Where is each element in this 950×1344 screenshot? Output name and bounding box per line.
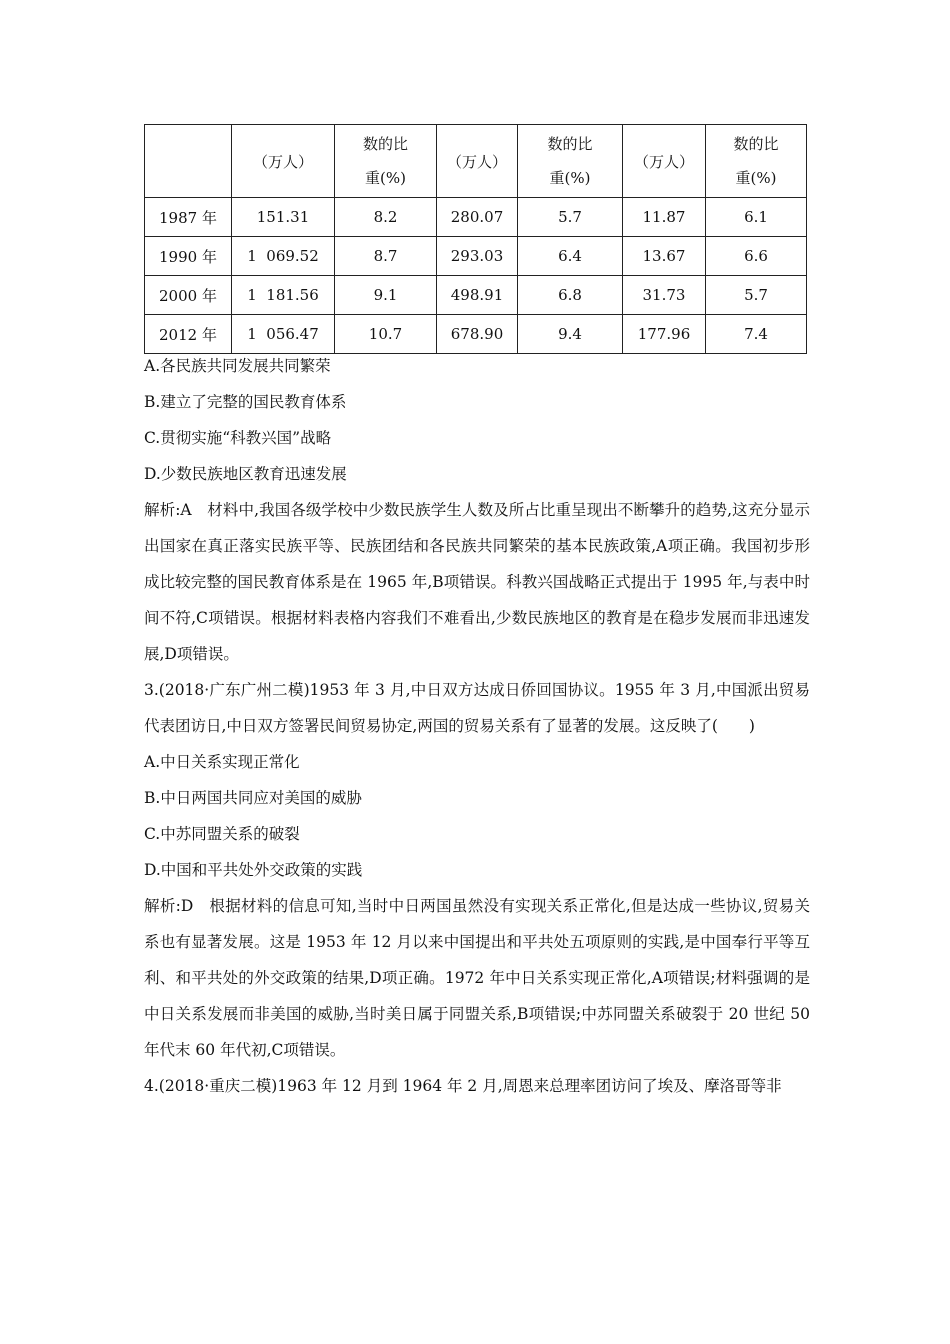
table-cell: 2000 年 <box>145 276 232 315</box>
table-cell: 1 069.52 <box>232 237 335 276</box>
analysis-text: 解析:A 材料中,我国各级学校中少数民族学生人数及所占比重呈现出不断攀升的趋势,这充分显示出国家在真正落实民族平等、民族团结和各民族共同繁荣的基本民族政策,A项正确。我国初步形成比较完整的国民教育体系是在 1965 年,B项错误。科教兴国战略正式提出于 1995 年,与表中时间不符,C项错误。根据材料表格内容我们不难看出,少数民族地区的教育是在稳步发展而非迅速发展,D项错误。 <box>144 501 810 663</box>
table-cell: 2012 年 <box>145 315 232 354</box>
table-row <box>145 198 807 237</box>
table-cell: 5.7 <box>518 198 623 237</box>
header-cell: 数的比 重(%) <box>706 125 807 198</box>
table-cell: 280.07 <box>437 198 518 237</box>
option-b: B.建立了完整的国民教育体系 <box>144 393 347 411</box>
table-cell: 6.4 <box>518 237 623 276</box>
table-cell: 9.1 <box>335 276 437 315</box>
option-d: D.中国和平共处外交政策的实践 <box>144 861 363 879</box>
header-cell: 数的比 重(%) <box>335 125 437 198</box>
option-a: A.各民族共同发展共同繁荣 <box>144 357 331 375</box>
option-a: A.中日关系实现正常化 <box>144 753 300 771</box>
header-cell: （万人） <box>232 125 335 198</box>
table-cell: 1 056.47 <box>232 315 335 354</box>
table-cell: 177.96 <box>623 315 706 354</box>
header-cell: （万人） <box>623 125 706 198</box>
header-cell: （万人） <box>437 125 518 198</box>
analysis-text: 解析:D 根据材料的信息可知,当时中日两国虽然没有实现关系正常化,但是达成一些协议,贸易关系也有显著发展。这是 1953 年 12 月以来中国提出和平共处五项原则的实践,是中国奉行平等互利、和平共处的外交政策的结果,D项正确。1972 年中日关系实现正常化,A项错误;材料强调的是中日关系发展而非美国的威胁,当时美日属于同盟关系,B项错误;中苏同盟关系破裂于 20 世纪 50 年代末 60 年代初,C项错误。 <box>144 897 810 1059</box>
table-cell: 1990 年 <box>145 237 232 276</box>
header-cell: 数的比 重(%) <box>518 125 623 198</box>
option-c: C.中苏同盟关系的破裂 <box>144 825 300 843</box>
table-row <box>145 237 807 276</box>
table-cell: 6.6 <box>706 237 807 276</box>
table-cell: 151.31 <box>232 198 335 237</box>
question-2-body <box>144 348 810 1104</box>
table-cell: 31.73 <box>623 276 706 315</box>
table-cell: 498.91 <box>437 276 518 315</box>
table-cell: 8.2 <box>335 198 437 237</box>
table-cell: 1987 年 <box>145 198 232 237</box>
question-stem: 3.(2018·广东广州二模)1953 年 3 月,中日双方达成日侨回国协议。1955 年 3 月,中国派出贸易代表团访日,中日双方签署民间贸易协定,两国的贸易关系有了显著的发展。这反映了( ) <box>144 681 810 735</box>
option-b: B.中日两国共同应对美国的威胁 <box>144 789 362 807</box>
table-cell: 5.7 <box>706 276 807 315</box>
table-cell: 10.7 <box>335 315 437 354</box>
table-cell: 293.03 <box>437 237 518 276</box>
question-stem: 4.(2018·重庆二模)1963 年 12 月到 1964 年 2 月,周恩来总理率团访问了埃及、摩洛哥等非 <box>144 1077 782 1095</box>
table-cell: 1 181.56 <box>232 276 335 315</box>
student-statistics-table <box>144 124 807 354</box>
table-cell: 8.7 <box>335 237 437 276</box>
table-cell: 678.90 <box>437 315 518 354</box>
option-c: C.贯彻实施“科教兴国”战略 <box>144 429 332 447</box>
table-cell: 9.4 <box>518 315 623 354</box>
table-header-row <box>145 125 807 198</box>
option-d: D.少数民族地区教育迅速发展 <box>144 465 347 483</box>
table-cell: 7.4 <box>706 315 807 354</box>
header-cell <box>145 125 232 198</box>
table-cell: 6.8 <box>518 276 623 315</box>
table-cell: 13.67 <box>623 237 706 276</box>
table-cell: 11.87 <box>623 198 706 237</box>
table-cell: 6.1 <box>706 198 807 237</box>
table-row <box>145 276 807 315</box>
